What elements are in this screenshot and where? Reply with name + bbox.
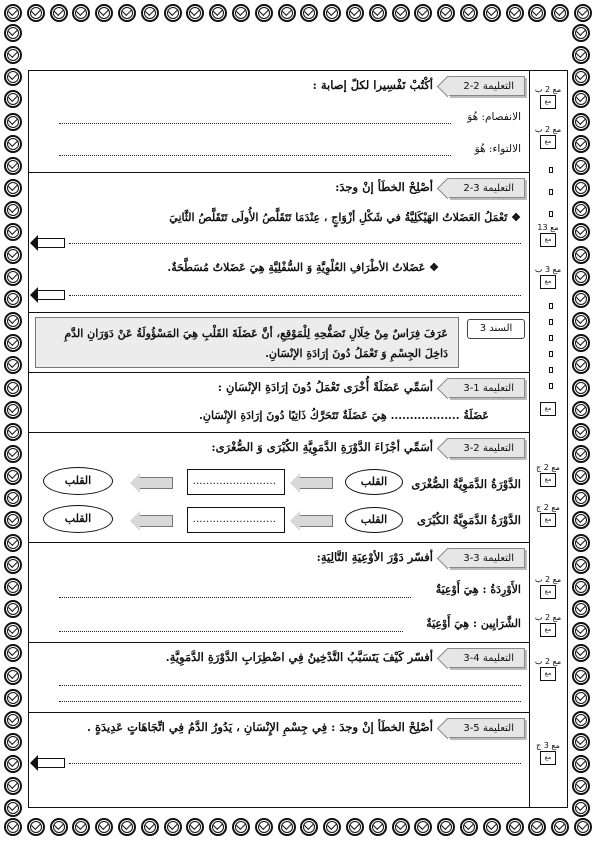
statement: ❖ تَعْمَلُ العَضَلاتُ الهَيْكَلِيَّةُ في شَكْلِ أزْوَاجٍ ، عِنْدَمَا تَتَقَلَّصُ الأُولَى تَتَقَلَّصُ الثَّانِيَ — [169, 211, 521, 224]
chain-ring-icon — [528, 4, 546, 22]
chain-ring-icon — [572, 401, 590, 419]
chain-ring-icon — [209, 818, 227, 836]
criteria-tick — [549, 189, 553, 195]
chain-ring-icon — [572, 157, 590, 175]
instruction-tag: التعليمة 2-3 — [448, 438, 525, 458]
chain-ring-icon — [4, 689, 22, 707]
chain-ring-icon — [27, 4, 45, 22]
criteria-tick — [549, 335, 553, 341]
chain-ring-icon — [72, 4, 90, 22]
chain-ring-icon — [572, 46, 590, 64]
section-correct-error — [29, 173, 529, 313]
chain-ring-icon — [572, 179, 590, 197]
heart-oval: القلب — [345, 469, 403, 495]
chain-ring-icon — [369, 818, 387, 836]
chain-ring-icon — [232, 4, 250, 22]
arrow-left-icon — [139, 477, 173, 489]
chain-ring-icon — [392, 4, 410, 22]
chain-ring-icon — [572, 689, 590, 707]
instruction-tag: التعليمة 5-3 — [448, 718, 525, 738]
section-smoking — [29, 643, 529, 713]
chain-ring-icon — [4, 201, 22, 219]
chain-ring-icon — [4, 423, 22, 441]
chain-ring-icon — [528, 818, 546, 836]
chain-ring-icon — [572, 733, 590, 751]
criteria-tick — [549, 167, 553, 173]
chain-ring-icon — [255, 818, 273, 836]
chain-ring-icon — [27, 818, 45, 836]
answer-label: الالتواء: هُوَ — [474, 143, 521, 155]
answer-box[interactable] — [187, 469, 285, 495]
grade-mark — [533, 657, 563, 681]
chain-ring-icon — [164, 818, 182, 836]
chain-ring-icon — [4, 334, 22, 352]
chain-ring-icon — [572, 711, 590, 729]
grade-box[interactable]: مع — [540, 585, 556, 599]
statement: ❖ عَضَلاتُ الأطْرَافِ العُلْوِيَّةِ وَ السُّفْلِيَّةِ هِيَ عَضَلاتٌ مُسَطَّحَةٌ. — [167, 261, 439, 274]
grade-label: مع 2 ب — [534, 125, 562, 134]
section-explain-injury — [29, 71, 529, 173]
chain-ring-icon — [506, 4, 524, 22]
chain-ring-icon — [4, 246, 22, 264]
grade-label: مع 2 ج — [536, 463, 560, 472]
chain-ring-icon — [118, 4, 136, 22]
chain-ring-icon — [572, 777, 590, 795]
criteria-tick — [549, 367, 553, 373]
chain-ring-icon — [300, 818, 318, 836]
chain-ring-icon — [300, 4, 318, 22]
chain-ring-icon — [572, 600, 590, 618]
chain-ring-icon — [186, 4, 204, 22]
chain-ring-icon — [209, 4, 227, 22]
chain-ring-icon — [255, 4, 273, 22]
answer-line[interactable] — [59, 631, 403, 632]
chain-ring-icon — [4, 799, 22, 817]
chain-ring-icon — [574, 818, 592, 836]
question-title: أفسّر دَوْرَ الأوْعِيَةِ التَّالِيَةِ: — [316, 550, 433, 564]
grade-mark — [533, 575, 563, 599]
criteria-tick — [549, 211, 553, 217]
chain-ring-icon — [4, 556, 22, 574]
arrow-left-icon — [139, 515, 173, 527]
chain-ring-icon — [4, 755, 22, 773]
chain-ring-icon — [572, 113, 590, 131]
chain-ring-icon — [164, 4, 182, 22]
answer-line[interactable] — [59, 597, 411, 598]
question-title: أفسّر كَيْفَ يَتَسَبَّبُ التَّدْخِينُ فِي اضْطِرَابِ الدَّوْرَةِ الدَّمَوِيَّةِ. — [165, 650, 433, 664]
chain-ring-icon — [4, 511, 22, 529]
chain-ring-icon — [460, 4, 478, 22]
chain-ring-icon — [572, 534, 590, 552]
grade-mark — [533, 741, 563, 765]
answer-line[interactable] — [69, 243, 521, 244]
criteria-tick — [549, 351, 553, 357]
chain-ring-icon — [572, 379, 590, 397]
chain-ring-icon — [437, 818, 455, 836]
answer-label: الأَوْرِدَةُ : هِيَ أَوْعِيَةٌ — [435, 583, 521, 596]
chain-ring-icon — [50, 4, 68, 22]
chain-ring-icon — [118, 818, 136, 836]
section-blood-circulation — [29, 433, 529, 543]
grade-box[interactable]: مع — [540, 513, 556, 527]
decorative-border-top — [4, 4, 592, 24]
chain-ring-icon — [4, 90, 22, 108]
answer-line[interactable] — [59, 685, 521, 686]
chain-ring-icon — [572, 489, 590, 507]
chain-ring-icon — [323, 818, 341, 836]
chain-ring-icon — [572, 755, 590, 773]
chain-ring-icon — [72, 818, 90, 836]
chain-ring-icon — [4, 379, 22, 397]
grade-label: مع 2 ب — [534, 657, 562, 666]
answer-line[interactable] — [69, 763, 521, 764]
chain-ring-icon — [572, 622, 590, 640]
chain-ring-icon — [141, 4, 159, 22]
document-tag: السند 3 — [467, 319, 525, 339]
arrow-left-icon — [299, 515, 333, 527]
grade-mark — [533, 503, 563, 527]
question-title: أكْتُبْ تَفْسِيرا لكلّ إصابة : — [312, 78, 433, 92]
chain-ring-icon — [572, 799, 590, 817]
chain-ring-icon — [346, 4, 364, 22]
grade-mark — [533, 85, 563, 109]
grade-mark — [533, 463, 563, 487]
heart-oval: القلب — [345, 507, 403, 533]
chain-ring-icon — [4, 467, 22, 485]
chain-ring-icon — [483, 4, 501, 22]
chain-ring-icon — [4, 489, 22, 507]
chain-ring-icon — [572, 68, 590, 86]
chain-ring-icon — [278, 818, 296, 836]
grade-label: مع 2 ب — [534, 575, 562, 584]
instruction-tag: التعليمة 4-3 — [448, 648, 525, 668]
chain-ring-icon — [4, 733, 22, 751]
chain-ring-icon — [4, 290, 22, 308]
heart-oval: القلب — [43, 467, 113, 495]
question-title: أسَمِّي عَضَلَةً أُخْرَى تَعْمَلُ دُونَ إرَادَةِ الإنْسَانِ : — [217, 380, 433, 394]
chain-ring-icon — [4, 113, 22, 131]
grade-box[interactable]: مع — [540, 751, 556, 765]
chain-ring-icon — [572, 356, 590, 374]
grade-mark — [533, 613, 563, 637]
grade-label: مع 2 ج — [536, 503, 560, 512]
grade-label: مع 2 ب — [534, 613, 562, 622]
grade-mark — [533, 265, 563, 289]
chain-ring-icon — [572, 445, 590, 463]
chain-ring-icon — [4, 401, 22, 419]
chain-ring-icon — [572, 24, 590, 42]
grade-box[interactable]: مع — [540, 275, 556, 289]
grade-label: مع 3 ج — [536, 741, 560, 750]
arrow-left-icon — [37, 290, 65, 300]
chain-ring-icon — [574, 4, 592, 22]
grade-box[interactable]: مع — [540, 667, 556, 681]
chain-ring-icon — [483, 818, 501, 836]
grade-label: مع 3 ب — [534, 265, 562, 274]
chain-ring-icon — [4, 534, 22, 552]
grade-box[interactable]: مع — [540, 233, 556, 247]
answer-line[interactable] — [59, 155, 451, 156]
answer-label: الانفصام: هُوَ — [467, 111, 521, 123]
chain-ring-icon — [572, 556, 590, 574]
chain-ring-icon — [4, 445, 22, 463]
chain-ring-icon — [572, 423, 590, 441]
section-vessels — [29, 543, 529, 643]
chain-ring-icon — [4, 268, 22, 286]
answer-placeholder: ......................... — [192, 475, 276, 487]
chain-ring-icon — [323, 4, 341, 22]
chain-ring-icon — [4, 818, 22, 836]
big-circulation-label: الدَّوْرَةُ الدَّمَوِيَّةُ الكُبْرَى — [417, 513, 521, 527]
chain-ring-icon — [4, 644, 22, 662]
heart-oval: القلب — [43, 505, 113, 533]
chain-ring-icon — [572, 334, 590, 352]
section-name-muscle — [29, 373, 529, 433]
chain-ring-icon — [278, 4, 296, 22]
chain-ring-icon — [4, 312, 22, 330]
instruction-tag: التعليمة 2-2 — [448, 76, 525, 96]
grading-column — [529, 71, 567, 807]
chain-ring-icon — [414, 818, 432, 836]
decorative-border-bottom — [4, 818, 592, 838]
instruction-tag: التعليمة 3-2 — [448, 178, 525, 198]
chain-ring-icon — [572, 246, 590, 264]
chain-ring-icon — [4, 777, 22, 795]
instruction-tag: التعليمة 3-3 — [448, 548, 525, 568]
chain-ring-icon — [369, 4, 387, 22]
question-title: أسَمِّي أجْزَاءَ الدَّوْرَةِ الدَّمَوِيَّةِ الكُبْرَى وَ الصُّغْرَى: — [211, 440, 433, 454]
chain-ring-icon — [346, 818, 364, 836]
criteria-tick — [549, 319, 553, 325]
criteria-tick — [549, 383, 553, 389]
chain-ring-icon — [95, 818, 113, 836]
chain-ring-icon — [572, 667, 590, 685]
chain-ring-icon — [4, 711, 22, 729]
criteria-tick — [549, 303, 553, 309]
chain-ring-icon — [50, 818, 68, 836]
decorative-border-right — [572, 24, 592, 818]
chain-ring-icon — [4, 157, 22, 175]
chain-ring-icon — [572, 644, 590, 662]
chain-ring-icon — [572, 135, 590, 153]
answer-placeholder: ......................... — [192, 513, 276, 525]
section-blood-direction — [29, 713, 529, 809]
chain-ring-icon — [186, 818, 204, 836]
chain-ring-icon — [572, 290, 590, 308]
chain-ring-icon — [551, 4, 569, 22]
chain-ring-icon — [4, 622, 22, 640]
document-text: عَرَفَ فِرَاسٌ مِنْ خِلَالِ تَصَفُّحِهِ لِلْمَوْقِعِ، أنَّ عَضَلَةَ القَلْبِ هِيَ المَسْؤُولَةُ عَنْ دَوَرَانِ الدَّمِ دَاخِلَ الجِسْمِ وَ تَعْمَلُ دُونَ إرَادَةِ الإنْسَانِ. — [35, 317, 459, 368]
grade-box[interactable]: مع — [540, 473, 556, 487]
grade-mark — [533, 401, 563, 416]
answer-box[interactable] — [187, 507, 285, 533]
chain-ring-icon — [572, 223, 590, 241]
chain-ring-icon — [4, 24, 22, 42]
chain-ring-icon — [551, 818, 569, 836]
answer-sentence: عَضَلَةُ .................. هِيَ عَضَلَةٌ تَتَحَرَّكُ ذَاتِيًا دُونَ إرَادَةِ الإِنْسَانِ. — [199, 409, 489, 422]
arrow-left-icon — [37, 758, 65, 768]
small-circulation-label: الدَّوْرَةُ الدَّمَوِيَّةُ الصُّغْرَى — [411, 477, 521, 491]
chain-ring-icon — [95, 4, 113, 22]
chain-ring-icon — [572, 578, 590, 596]
answer-label: الشَّرَايِين : هِيَ أَوْعِيَةٌ — [426, 617, 521, 630]
grade-label: مع 13 — [537, 223, 559, 232]
chain-ring-icon — [460, 818, 478, 836]
chain-ring-icon — [4, 46, 22, 64]
chain-ring-icon — [437, 4, 455, 22]
chain-ring-icon — [4, 667, 22, 685]
chain-ring-icon — [4, 600, 22, 618]
worksheet-frame — [28, 70, 568, 808]
chain-ring-icon — [572, 201, 590, 219]
chain-ring-icon — [4, 356, 22, 374]
chain-ring-icon — [392, 818, 410, 836]
answer-line[interactable] — [59, 123, 451, 124]
instruction-tag: التعليمة 1-3 — [448, 378, 525, 398]
grade-mark — [533, 125, 563, 149]
chain-ring-icon — [4, 223, 22, 241]
chain-ring-icon — [506, 818, 524, 836]
grade-box[interactable]: مع — [540, 402, 556, 416]
grade-mark — [533, 223, 563, 247]
decorative-border-left — [4, 24, 24, 818]
chain-ring-icon — [4, 578, 22, 596]
question-title: أصْلِحْ الخطَأ إنْ وجدَ: — [335, 180, 433, 194]
chain-ring-icon — [4, 179, 22, 197]
chain-ring-icon — [4, 135, 22, 153]
chain-ring-icon — [232, 818, 250, 836]
section-document — [29, 313, 529, 373]
chain-ring-icon — [572, 467, 590, 485]
worksheet-content — [29, 71, 529, 807]
answer-line[interactable] — [59, 701, 521, 702]
chain-ring-icon — [4, 4, 22, 22]
grade-label: مع 2 ب — [534, 85, 562, 94]
arrow-left-icon — [299, 477, 333, 489]
chain-ring-icon — [414, 4, 432, 22]
chain-ring-icon — [4, 68, 22, 86]
chain-ring-icon — [141, 818, 159, 836]
arrow-left-icon — [37, 238, 65, 248]
chain-ring-icon — [572, 90, 590, 108]
chain-ring-icon — [572, 268, 590, 286]
question-title: أصْلِحْ الخطَأ إنْ وجدَ : فِي جِسْمِ الإِنْسَانِ ، يَدُورُ الدَّمُ فِي اتِّجَاهَاتٍ عَدِيدَةٍ . — [86, 720, 433, 734]
grade-box[interactable]: مع — [540, 135, 556, 149]
chain-ring-icon — [572, 511, 590, 529]
grade-box[interactable]: مع — [540, 623, 556, 637]
grade-box[interactable]: مع — [540, 95, 556, 109]
answer-line[interactable] — [69, 295, 521, 296]
chain-ring-icon — [572, 312, 590, 330]
